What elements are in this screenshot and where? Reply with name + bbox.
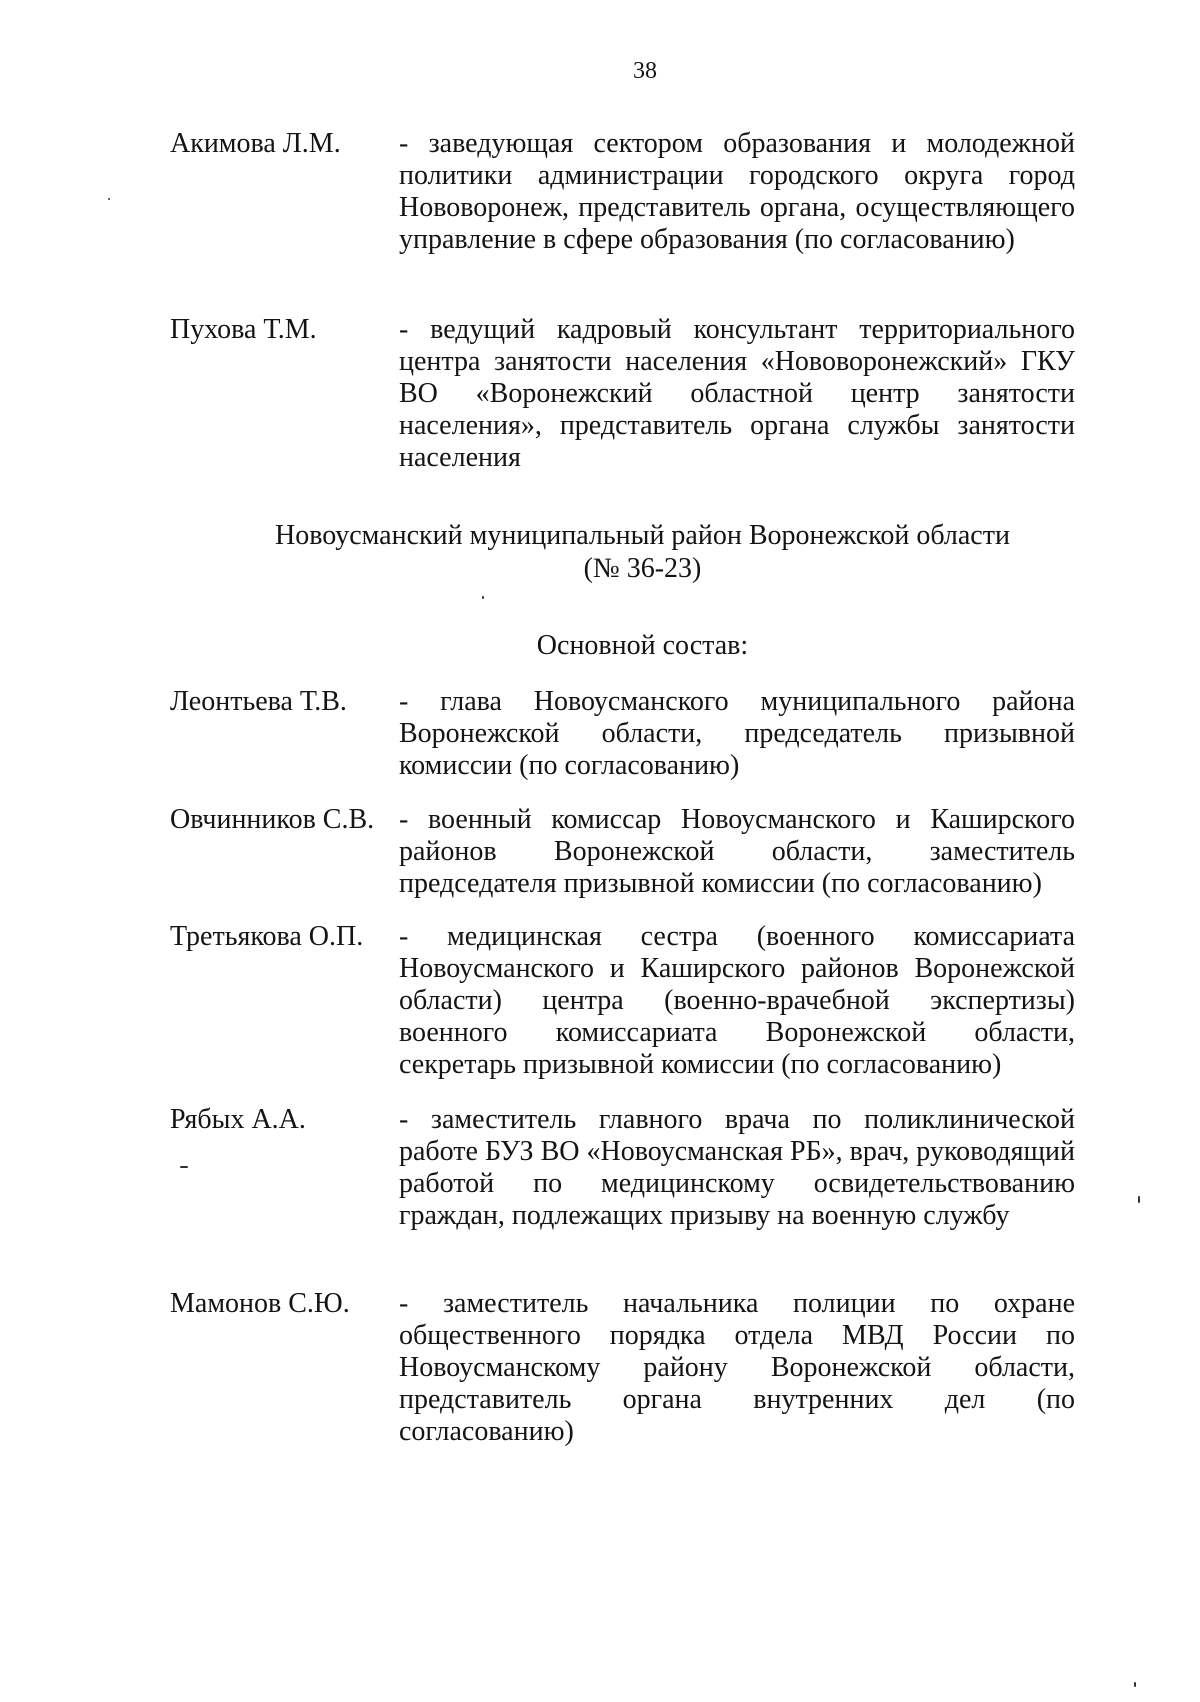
page-number: 38 [633,58,657,84]
member-entry-mamonov [170,1288,1075,1448]
member-description: - заместитель начальника полиции по охране общественного порядка отдела МВД России по Новоусманскому району Воронежской области, представитель органа внутренних дел (по согласованию) [399,1288,1075,1447]
scan-speck [108,198,110,200]
member-name: Третьякова О.П. [170,921,364,952]
member-name: Пухова Т.М. [170,314,317,345]
member-entry-pukhova [170,314,1075,474]
district-title [170,519,1115,585]
scan-speck [482,596,484,599]
member-entry-akimova [170,128,1075,256]
member-description: - ведущий кадровый консультант территориального центра занятости населения «Нововоронежский» ГКУ ВО «Воронежский областной центр занятости населения», представитель органа службы занятости населения [399,314,1075,473]
member-entry-leontyeva [170,686,1075,782]
member-description: - медицинская сестра (военного комиссариата Новоусманского и Каширского районов Воронежской области) центра (военно-врачебной экспертизы) военного комиссариата Воронежской области, секретарь призывной комиссии (по согласованию) [399,921,1075,1080]
member-entry-ovchinnikov [170,804,1075,900]
member-name: Овчинников С.В. [170,804,375,835]
scan-speck [180,1166,188,1168]
district-name: Новоусманский муниципальный район Воронежской области [275,520,1010,551]
composition-title: Основной состав: [536,630,749,661]
member-entry-tretyakova [170,921,1075,1081]
member-description: - глава Новоусманского муниципального района Воронежской области, председатель призывной комиссии (по согласованию) [399,686,1075,781]
member-name: Мамонов С.Ю. [170,1288,350,1319]
member-description: - заведующая сектором образования и молодежной политики администрации городского округа город Нововоронеж, представитель органа, осуществляющего управление в сфере образования (по согласованию) [399,128,1075,255]
member-name: Акимова Л.М. [170,128,341,159]
district-number: (№ 36-23) [583,553,702,584]
member-entry-ryabykh [170,1104,1075,1232]
scan-speck [1134,1682,1136,1687]
scan-speck [1138,1196,1140,1203]
member-name: Леонтьева Т.В. [170,686,347,717]
member-description: - военный комиссар Новоусманского и Каширского районов Воронежской области, заместитель председателя призывной комиссии (по согласованию) [399,804,1075,899]
member-name: Рябых А.А. [170,1104,306,1135]
member-description: - заместитель главного врача по поликлинической работе БУЗ ВО «Новоусманская РБ», врач, руководящий работой по медицинскому освидетельствованию граждан, подлежащих призыву на военную службу [399,1104,1075,1231]
